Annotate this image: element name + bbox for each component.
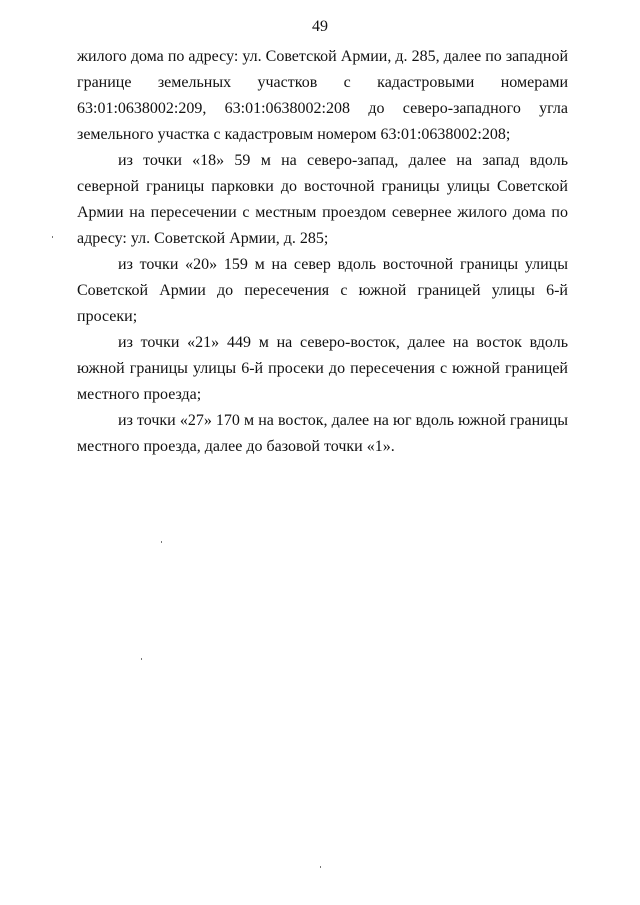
scan-speck: [161, 541, 162, 543]
document-body: [77, 44, 568, 460]
paragraph-point-18: из точки «18» 59 м на северо-запад, далее на запад вдоль северной границы парковки до восточной границы улицы Советской Армии на пересечении с местным проездом севернее жилого дома по адресу: ул. Советской Армии, д. 285;: [77, 152, 568, 247]
scan-speck: [52, 236, 53, 238]
paragraph-continuation: жилого дома по адресу: ул. Советской Армии, д. 285, далее по западной границе земельных участков с кадастровыми номерами 63:01:0638002:209, 63:01:0638002:208 до северо-западного угла земельного участка с кадастровым номером 63:01:0638002:208;: [77, 48, 568, 143]
scan-speck: [320, 866, 321, 868]
page-number: 49: [312, 18, 328, 35]
paragraph-point-20: из точки «20» 159 м на север вдоль восточной границы улицы Советской Армии до пересечения с южной границей улицы 6-й просеки;: [77, 256, 568, 325]
paragraph-point-27: из точки «27» 170 м на восток, далее на юг вдоль южной границы местного проезда, далее до базовой точки «1».: [77, 412, 568, 455]
scan-speck: [141, 658, 142, 660]
paragraph-point-21: из точки «21» 449 м на северо-восток, далее на восток вдоль южной границы улицы 6-й просеки до пересечения с южной границей местного проезда;: [77, 334, 568, 403]
